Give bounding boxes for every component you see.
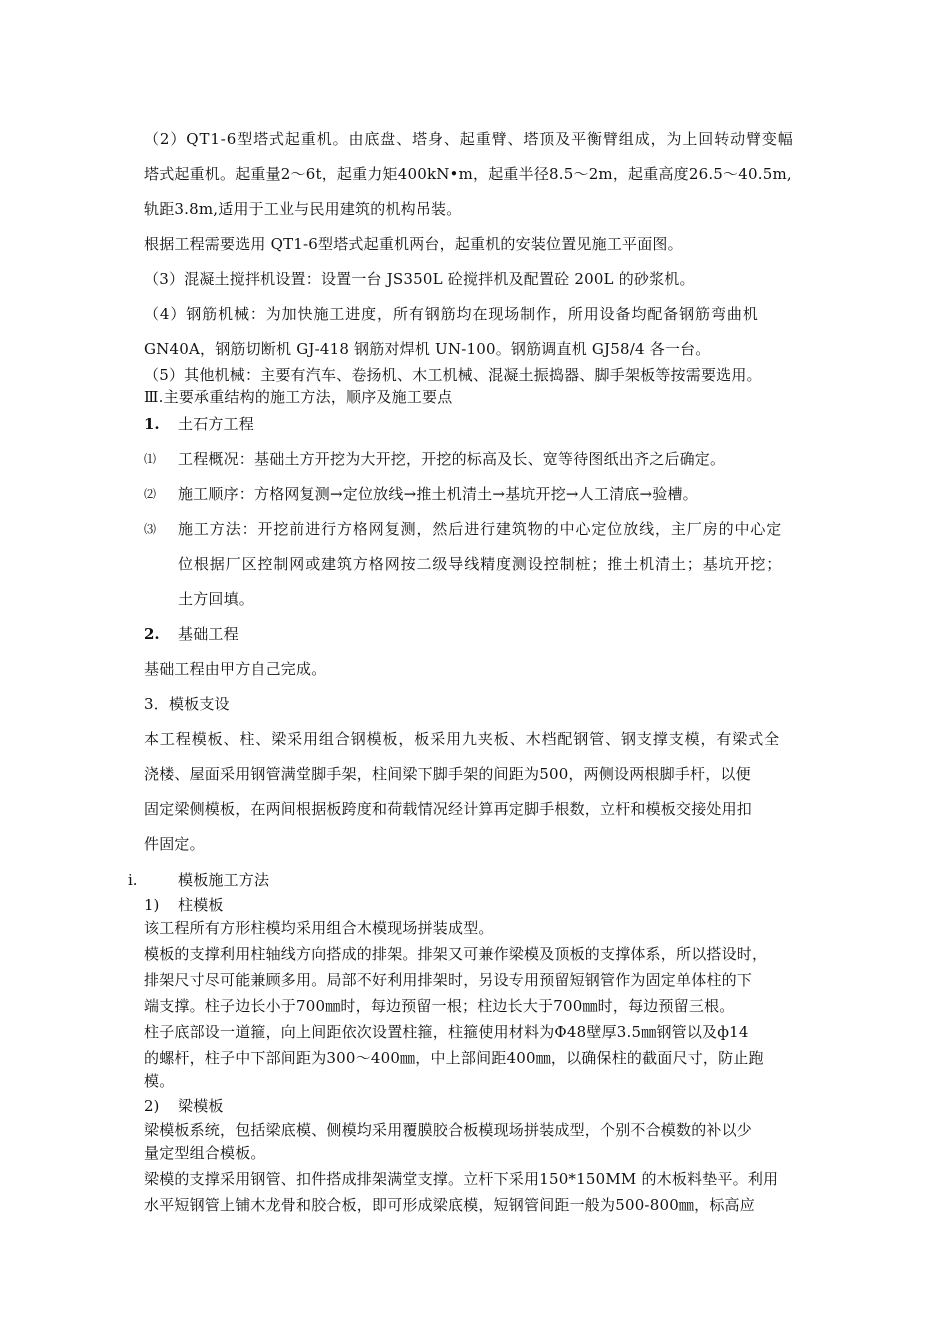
column-formwork-line-2: 模板的支撑利用柱轴线方向搭成的排架。排架又可兼作梁模及顶板的支撑体系，所以搭设时， [144, 945, 768, 963]
formwork-line-2: 浇楼、屋面采用钢管满堂脚手架，柱间梁下脚手架的间距为500，两侧设两根脚手杆，以便 [144, 765, 751, 783]
paragraph-crane-selection: 根据工程需要选用 QT1-6型塔式起重机两台，起重机的安装位置见施工平面图。 [144, 235, 683, 253]
paragraph-mixer: （3）混凝土搅拌机设置：设置一台 JS350L 砼搅拌机及配置砼 200L 的砂浆机。 [144, 270, 695, 288]
beam-formwork-line-2: 量定型组合模板。 [144, 1144, 266, 1162]
column-formwork-line-4: 端支撑。柱子边长小于700㎜时，每边预留一根；柱边长大于700㎜时，每边预留三根。 [144, 997, 735, 1015]
formwork-line-3: 固定梁侧模板，在两间根据板跨度和荷载情况经计算再定脚手根数，立杆和模板交接处用扣 [144, 800, 753, 818]
paragraph-tower-crane-1: （2）QT1-6型塔式起重机。由底盘、塔身、起重臂、塔顶及平衡臂组成，为上回转动臂变幅 [144, 130, 794, 148]
foundation-number: 2. [144, 625, 160, 643]
formwork-line-4: 件固定。 [144, 835, 205, 853]
formwork-line-1: 本工程模板、柱、梁采用组合钢模板，板采用九夹板、木档配钢管、钢支撑支模，有梁式全 [144, 730, 781, 748]
formwork-heading: 3．模板支设 [144, 695, 230, 713]
earthwork-item-3-continued-2: 土方回填。 [178, 590, 255, 608]
paragraph-other-machinery: （5）其他机械：主要有汽车、卷扬机、木工机械、混凝土振捣器、脚手架板等按需要选用。 [144, 366, 762, 384]
paragraph-tower-crane-3: 轨距3.8m,适用于工业与民用建筑的机构吊装。 [144, 200, 462, 218]
foundation-title: 基础工程 [178, 625, 239, 643]
earthwork-item-3-text: 施工方法：开挖前进行方格网复测，然后进行建筑物的中心定位放线，主厂房的中心定 [178, 520, 783, 538]
column-formwork-line-7: 模。 [144, 1072, 175, 1090]
column-formwork-line-6: 的螺杆，柱子中下部间距为300～400㎜，中上部间距400㎜，以确保柱的截面尺寸，防止跑 [144, 1049, 764, 1067]
beam-formwork-title: 梁模板 [178, 1097, 224, 1115]
section-heading-iii: Ⅲ.主要承重结构的施工方法，顺序及施工要点 [144, 388, 453, 406]
foundation-text: 基础工程由甲方自己完成。 [144, 660, 327, 678]
column-formwork-number: 1) [144, 896, 160, 914]
column-formwork-line-3: 排架尺寸尽可能兼顾多用。局部不好利用排架时，另设专用预留短钢管作为固定单体柱的下 [144, 971, 753, 989]
earthwork-item-2-text: 施工顺序：方格网复测→定位放线→推土机清土→基坑开挖→人工清底→验槽。 [178, 485, 698, 503]
column-formwork-line-1: 该工程所有方形柱模均采用组合木模现场拼装成型。 [144, 919, 494, 937]
earthwork-item-3-number: ⑶ [144, 522, 157, 536]
method-number: i. [128, 871, 138, 889]
paragraph-rebar-machinery-2: GN40A，钢筋切断机 GJ-418 钢筋对焊机 UN-100。钢筋调直机 GJ58/4 各一台。 [144, 340, 711, 358]
paragraph-rebar-machinery-1: （4）钢筋机械：为加快施工进度，所有钢筋均在现场制作，所用设备均配备钢筋弯曲机 [144, 305, 759, 323]
earthwork-item-1-number: ⑴ [144, 452, 157, 466]
column-formwork-line-5: 柱子底部设一道箍，向上间距依次设置柱箍，柱箍使用材料为Φ48壁厚3.5㎜钢管以及ф14 [144, 1023, 749, 1041]
earthwork-item-3-continued-1: 位根据厂区控制网或建筑方格网按二级导线精度测设控制桩；推土机清土；基坑开挖； [178, 555, 783, 573]
method-title: 模板施工方法 [178, 871, 270, 889]
earthwork-item-1-text: 工程概况：基础土方开挖为大开挖，开挖的标高及长、宽等待图纸出齐之后确定。 [178, 450, 726, 468]
paragraph-tower-crane-2: 塔式起重机。起重量2～6t，起重力矩400kN•m，起重半径8.5～2m，起重高度26.5～40.5m, [144, 165, 792, 183]
beam-formwork-line-4: 水平短钢管上铺木龙骨和胶合板，即可形成梁底模，短钢管间距一般为500-800㎜，标高应 [144, 1196, 755, 1214]
earthwork-number: 1. [144, 415, 160, 433]
beam-formwork-line-1: 梁模板系统，包括梁底模、侧模均采用覆膜胶合板模现场拼装成型，个别不合模数的补以少 [144, 1121, 753, 1139]
earthwork-item-2-number: ⑵ [144, 487, 157, 501]
column-formwork-title: 柱模板 [178, 896, 224, 914]
earthwork-title: 土石方工程 [178, 415, 255, 433]
beam-formwork-number: 2) [144, 1097, 160, 1115]
beam-formwork-line-3: 梁模的支撑采用钢管、扣件搭成排架满堂支撑。立杆下采用150*150MM 的木板料垫平。利用 [144, 1170, 779, 1188]
